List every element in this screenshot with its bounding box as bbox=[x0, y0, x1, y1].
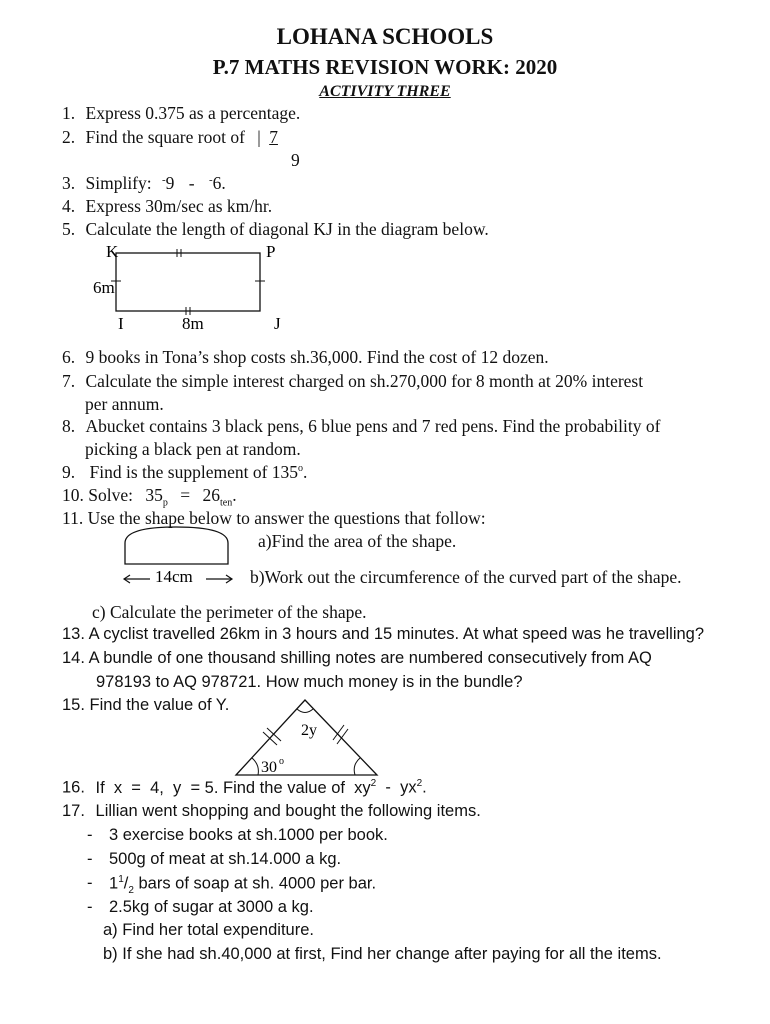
negative-sign: - bbox=[209, 174, 213, 186]
question-text: Abucket contains 3 black pens, 6 blue pens and 7 red pens. Find the probability of bbox=[85, 416, 661, 436]
question-7-line2: per annum. bbox=[85, 394, 164, 414]
base-subscript: p bbox=[162, 497, 168, 509]
degree-sign: o bbox=[298, 463, 304, 475]
label-p: P bbox=[266, 242, 276, 261]
top-angle-arc bbox=[297, 709, 313, 713]
period: . bbox=[303, 462, 308, 482]
question-17-part-b: b) If she had sh.40,000 at first, Find her change after paying for all the items. bbox=[103, 945, 662, 963]
bullet-dash: - bbox=[87, 898, 93, 916]
bullet-dash: - bbox=[87, 850, 93, 868]
question-14-line2: 978193 to AQ 978721. How much money is in the bundle? bbox=[96, 673, 523, 691]
fraction-denominator: 2 bbox=[128, 884, 134, 896]
question-number: 4. bbox=[62, 196, 76, 216]
question-text: Find the value of Y. bbox=[89, 696, 230, 714]
whole-number: 1 bbox=[109, 874, 119, 893]
question-11-part-c: c) Calculate the perimeter of the shape. bbox=[92, 602, 367, 622]
question-number: 5. bbox=[62, 219, 76, 239]
question-11-part-a: a)Find the area of the shape. bbox=[258, 531, 457, 551]
question-text: If x = 4, y = 5. Find the value of xy bbox=[95, 778, 371, 797]
question-number: 17. bbox=[62, 802, 85, 820]
base-angle-label: 30 bbox=[261, 759, 277, 776]
question-text: Express 0.375 as a percentage. bbox=[85, 103, 301, 123]
width-label: 14cm bbox=[155, 567, 193, 586]
question-number: 3. bbox=[62, 173, 76, 193]
question-text: Calculate the length of diagonal KJ in the diagram below. bbox=[85, 219, 489, 239]
activity-title: ACTIVITY THREE bbox=[319, 83, 451, 100]
ten-number: 26 bbox=[202, 485, 220, 505]
question-number: 1. bbox=[62, 103, 76, 123]
question-17 bbox=[62, 802, 481, 821]
question-number: 10. bbox=[62, 485, 84, 505]
list-item bbox=[87, 898, 314, 917]
question-number: 14. bbox=[62, 649, 85, 667]
question-text: Solve: bbox=[88, 485, 133, 505]
minus-sign: - bbox=[188, 173, 195, 193]
exponent: 2 bbox=[370, 778, 377, 789]
list-item bbox=[87, 826, 388, 845]
side-label: 6m bbox=[93, 278, 115, 297]
label-j: J bbox=[274, 314, 281, 333]
question-17-part-a: a) Find her total expenditure. bbox=[103, 921, 314, 939]
negative-sign: - bbox=[162, 174, 166, 186]
fraction-denominator: 9 bbox=[291, 150, 300, 170]
question-16 bbox=[62, 778, 427, 798]
question-text: Use the shape below to answer the questions that follow: bbox=[87, 508, 486, 528]
question-number: 7. bbox=[62, 371, 76, 391]
expression-rest: - yx bbox=[376, 778, 417, 797]
list-item bbox=[87, 850, 342, 869]
question-text: Express 30m/sec as km/hr. bbox=[85, 196, 273, 216]
item-text: 2.5kg of sugar at 3000 a kg. bbox=[109, 898, 314, 916]
item-text: 3 exercise books at sh.1000 per book. bbox=[109, 826, 388, 844]
top-angle-label: 2y bbox=[301, 722, 317, 739]
expression-b: 6. bbox=[212, 173, 226, 193]
fraction-numerator: 1 bbox=[118, 874, 124, 885]
question-number: 15. bbox=[62, 696, 85, 714]
equals-sign: = bbox=[180, 485, 191, 505]
ten-subscript: ten bbox=[219, 497, 233, 509]
question-text: A bundle of one thousand shilling notes are numbered consecutively from AQ bbox=[88, 649, 652, 667]
question-number: 9. bbox=[62, 462, 76, 482]
label-i: I bbox=[118, 314, 124, 333]
exponent: 2 bbox=[416, 778, 423, 789]
fraction-slash: / bbox=[123, 874, 129, 893]
question-number: 13. bbox=[62, 625, 85, 643]
expression-a: 9 bbox=[165, 173, 175, 193]
base-number: 35 bbox=[145, 485, 163, 505]
question-11-part-b: b)Work out the circumference of the curved part of the shape. bbox=[250, 567, 682, 587]
bullet-dash: - bbox=[87, 874, 93, 892]
base-angle-degree: o bbox=[279, 756, 284, 767]
question-8-line2: picking a black pen at random. bbox=[85, 439, 301, 459]
question-text: Find is the supplement of 135 bbox=[89, 462, 299, 482]
question-text: 9 books in Tona’s shop costs sh.36,000. Find the cost of 12 dozen. bbox=[85, 347, 549, 367]
question-number: 8. bbox=[62, 416, 76, 436]
bullet-dash: - bbox=[87, 826, 93, 844]
question-number: 6. bbox=[62, 347, 76, 367]
list-item bbox=[87, 874, 377, 896]
base-angle-arc bbox=[252, 758, 258, 775]
question-text: Simplify: bbox=[85, 173, 152, 193]
period: . bbox=[232, 485, 237, 505]
question-number: 16. bbox=[62, 778, 85, 797]
worksheet-title: P.7 MATHS REVISION WORK: 2020 bbox=[212, 55, 558, 79]
item-text bbox=[109, 874, 376, 896]
question-text: Lillian went shopping and bought the following items. bbox=[95, 802, 481, 820]
school-name: LOHANA SCHOOLS bbox=[276, 24, 494, 49]
base-label: 8m bbox=[182, 314, 204, 333]
label-k: K bbox=[106, 242, 119, 261]
question-text: A cyclist travelled 26km in 3 hours and 15 minutes. At what speed was he travelling? bbox=[88, 625, 705, 643]
question-number: 11. bbox=[62, 508, 84, 528]
question-number: 2. bbox=[62, 127, 76, 147]
sqrt-sign: | bbox=[257, 127, 261, 147]
right-angle-arc bbox=[354, 758, 360, 775]
item-text: 500g of meat at sh.14.000 a kg. bbox=[109, 850, 342, 868]
period: . bbox=[422, 778, 427, 797]
question-text: Find the square root of bbox=[85, 127, 245, 147]
fraction-numerator: 7 bbox=[269, 127, 278, 147]
item-rest: bars of soap at sh. 4000 per bar. bbox=[133, 874, 377, 893]
question-text: Calculate the simple interest charged on sh.270,000 for 8 month at 20% interest bbox=[85, 371, 644, 391]
